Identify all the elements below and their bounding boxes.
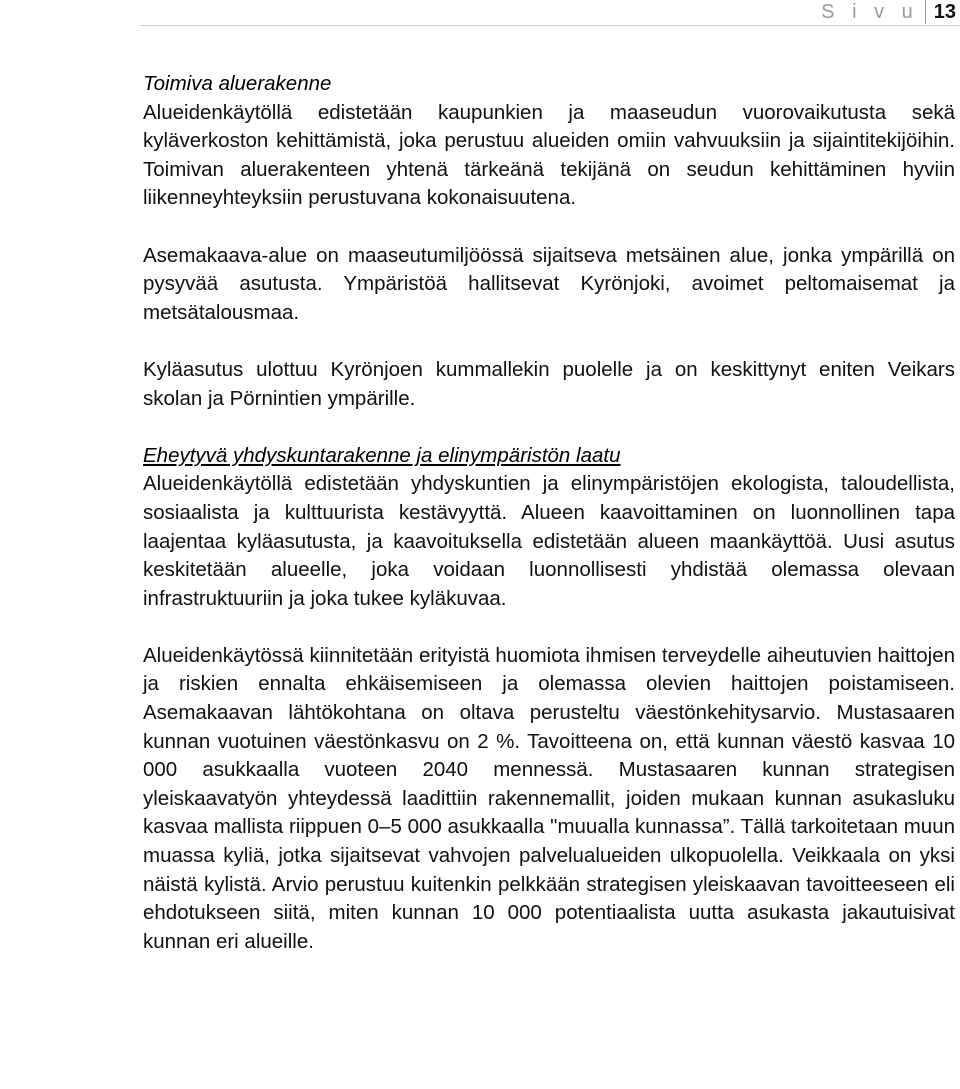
paragraph-asemakaava-alue: Asemakaava-alue on maaseutumiljöössä sijaitseva metsäinen alue, jonka ympärillä on pysyvää asutusta. Ympäristöä hallitsevat Kyrönjoki, avoimet peltomaisemat ja metsätalousmaa. xyxy=(143,243,955,324)
page-label: S i v u xyxy=(821,1,919,23)
section-heading-toimiva-aluerakenne: Toimiva aluerakenne xyxy=(143,72,332,95)
paragraph-aluerakenne: Alueidenkäytöllä edistetään kaupunkien ja maaseudun vuorovaikutusta sekä kyläverkoston kehittämistä, joka perustuu alueiden omiin vahvuuksiin ja sijaintitekijöihin. Toimivan aluerakenteen yhtenä tärkeänä tekijänä on seudun kehittäminen hyviin liikenneyhteyksiin perustuvana kokonaisuutena. xyxy=(143,100,955,210)
header-separator xyxy=(925,0,926,24)
paragraph-terveys-vaestonkehitys: Alueidenkäytössä kiinnitetään erityistä huomiota ihmisen terveydelle aiheutuvien haittojen ja riskien ennalta ehkäisemiseen ja olemassa olevien haittojen poistamiseen. Asemakaavan lähtökohtana on oltava perusteltu väestönkehitysarvio. Mustasaaren kunnan vuotuinen väestönkasvu on 2 %. Tavoitteena on, että kunnan väestö kasvaa 10 000 asukkaalla vuoteen 2040 mennessä. Mustasaaren kunnan strategisen yleiskaavatyön yhteydessä laadittiin rakennemallit, joiden mukaan kunnan asukasluku kasvaa mallista riippuen 0–5 000 asukkaalla "muualla kunnassa”. Tällä tarkoitetaan muun muassa kyliä, jotka sijaitsevat vahvojen palvelualueiden ulkopuolella. Veikkaala on yksi näistä kylistä. Arvio perustuu kuitenkin pelkkään strategisen yleiskaavan tavoitteeseen eli ehdotukseen siitä, miten kunnan 10 000 potentiaalista uutta asukasta jakautuisivat kunnan eri alueille. xyxy=(143,643,955,953)
paragraph-kylaasutus: Kyläasutus ulottuu Kyrönjoen kummallekin puolelle ja on keskittynyt eniten Veikars skolan ja Pörnintien ympärille. xyxy=(143,357,955,410)
header-rule xyxy=(140,25,960,26)
page-number: 13 xyxy=(933,1,956,23)
section-heading-eheytyva-yhdyskuntarakenne: Eheytyvä yhdyskuntarakenne ja elinympäristön laatu xyxy=(143,443,621,467)
document-body xyxy=(143,70,955,956)
page-header xyxy=(821,0,960,24)
paragraph-kestavyys: Alueidenkäytöllä edistetään yhdyskuntien ja elinympäristöjen ekologista, taloudellista, sosiaalista ja kulttuurista kestävyyttä. Alueen kaavoittaminen on luonnollinen tapa laajentaa kyläasutusta, ja kaavoituksella edistetään alueen maankäyttöä. Uusi asutus keskitetään alueelle, joka voidaan luonnollisesti yhdistää olemassa olevaan infrastruktuuriin ja joka tukee kyläkuvaa. xyxy=(143,472,955,610)
